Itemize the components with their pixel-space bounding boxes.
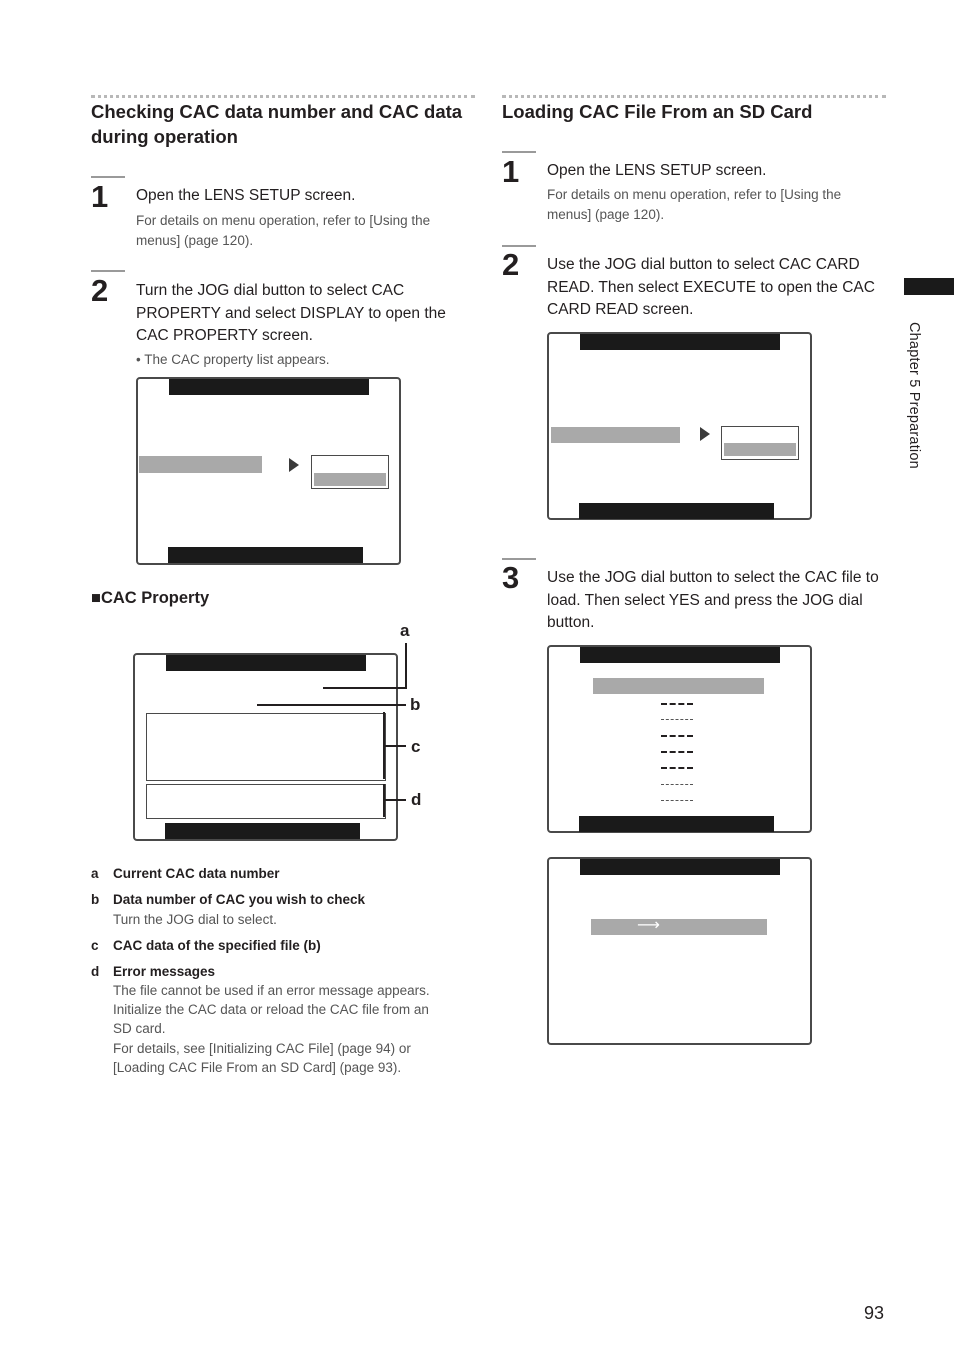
screen-title-bar xyxy=(169,379,369,395)
callout-d-line-v xyxy=(383,784,385,817)
left-step2-text: Turn the JOG dial button to select CAC PROPERTY and select DISPLAY to open the CAC PROPERTY screen. xyxy=(136,282,446,344)
right-section-title: Loading CAC File From an SD Card xyxy=(502,101,813,122)
chapter-tab-marker xyxy=(904,278,954,295)
file-list-selected-item xyxy=(593,678,764,694)
legend-d-desc-line3: SD card. xyxy=(113,1021,166,1036)
left-section-title: Checking CAC data number and CAC data during operation xyxy=(91,101,463,147)
callout-a-label: a xyxy=(400,621,410,640)
legend-a-letter: a xyxy=(91,866,99,881)
right-step1-text: Open the LENS SETUP screen. xyxy=(547,162,767,179)
file-list-entry xyxy=(661,719,693,720)
legend-b-desc: Turn the JOG dial to select. xyxy=(113,912,277,927)
file-list-entry xyxy=(661,735,693,737)
callout-b-label: b xyxy=(410,695,421,714)
legend-c-letter: c xyxy=(91,938,99,953)
file-list-entry xyxy=(661,784,693,785)
legend-d-desc-line5: [Loading CAC File From an SD Card] (page 93). xyxy=(113,1060,402,1075)
right-step3-number: 3 xyxy=(502,560,520,595)
left-step2-number: 2 xyxy=(91,273,109,308)
submenu-arrow-icon xyxy=(700,427,710,441)
right-step1-bar xyxy=(502,151,536,153)
file-list-entry xyxy=(661,751,693,753)
left-dotted-rule xyxy=(91,95,475,98)
submenu-selected-item xyxy=(314,473,386,486)
screen-submenu-box xyxy=(311,455,389,489)
callout-d-label: d xyxy=(411,790,422,809)
screen-title-bar xyxy=(580,647,780,663)
legend-c-title: CAC data of the specified file (b) xyxy=(113,938,321,953)
right-step3-text: Use the JOG dial button to select the CAC file to load. Then select YES and press the JOG dial button. xyxy=(547,569,879,631)
page-number: 93 xyxy=(864,1303,885,1323)
legend-d-desc-line4: For details, see [Initializing CAC File] (page 94) or xyxy=(113,1041,411,1056)
legend-b-letter: b xyxy=(91,892,100,907)
callout-a-line-h xyxy=(323,687,407,689)
cac-load-confirm-screen-illustration xyxy=(547,857,812,1045)
right-step1-number: 1 xyxy=(502,154,520,189)
right-step2-text: Use the JOG dial button to select CAC CARD READ. Then select EXECUTE to open the CAC CARD READ screen. xyxy=(547,256,875,318)
cac-property-heading: ■CAC Property xyxy=(91,589,210,607)
right-lens-setup-screen-illustration xyxy=(547,332,812,520)
screen-footer-bar xyxy=(579,503,774,519)
screen-footer-bar xyxy=(579,816,774,832)
lens-setup-screen-illustration xyxy=(136,377,401,565)
legend-d-desc-line1: The file cannot be used if an error message appears. xyxy=(113,983,430,998)
callout-b-line xyxy=(257,704,406,706)
screen-title-bar xyxy=(580,859,780,875)
cac-card-read-screen-illustration xyxy=(547,645,812,833)
confirm-selected-item xyxy=(591,919,767,935)
left-step1-number: 1 xyxy=(91,179,109,214)
legend-d-letter: d xyxy=(91,964,100,979)
screen-selected-item xyxy=(551,427,680,443)
right-dotted-rule xyxy=(502,95,886,98)
file-list-entry xyxy=(661,800,693,801)
legend-a-title: Current CAC data number xyxy=(113,866,280,881)
left-step1-note: For details on menu operation, refer to [Using the menus] (page 120). xyxy=(136,213,431,248)
screen-selected-item xyxy=(139,456,262,473)
callout-d-line-h xyxy=(383,799,406,801)
screen-submenu-box xyxy=(721,426,799,460)
left-step1-bar xyxy=(91,176,125,178)
legend-d-desc-line2: Initialize the CAC data or reload the CAC file from an xyxy=(113,1002,429,1017)
callout-a-line-v xyxy=(405,643,407,689)
left-step2-bar xyxy=(91,270,125,272)
chapter-side-label: Chapter 5 Preparation xyxy=(906,322,922,469)
file-list-entry xyxy=(661,767,693,769)
left-step2-note: • The CAC property list appears. xyxy=(136,352,330,367)
right-arrow-icon: ⟶ xyxy=(637,917,660,934)
right-step1-note: For details on menu operation, refer to [Using the menus] (page 120). xyxy=(547,187,842,222)
left-step1-text: Open the LENS SETUP screen. xyxy=(136,187,356,204)
screen-title-bar xyxy=(580,334,780,350)
callout-c-line-v xyxy=(383,712,385,779)
legend-b-title: Data number of CAC you wish to check xyxy=(113,892,366,907)
callout-c-label: c xyxy=(411,737,421,756)
file-list-entry xyxy=(661,703,693,705)
legend-d-title: Error messages xyxy=(113,964,216,979)
cac-screen-footer-bar xyxy=(165,823,360,839)
submenu-selected-item xyxy=(724,443,796,456)
submenu-arrow-icon xyxy=(289,458,299,472)
right-step2-number: 2 xyxy=(502,247,520,282)
screen-footer-bar xyxy=(168,547,363,563)
cac-error-area xyxy=(146,784,386,819)
cac-screen-title-bar xyxy=(166,655,366,671)
cac-property-screen-illustration xyxy=(133,653,398,841)
cac-data-area xyxy=(146,713,386,781)
callout-c-line-h xyxy=(383,745,406,747)
